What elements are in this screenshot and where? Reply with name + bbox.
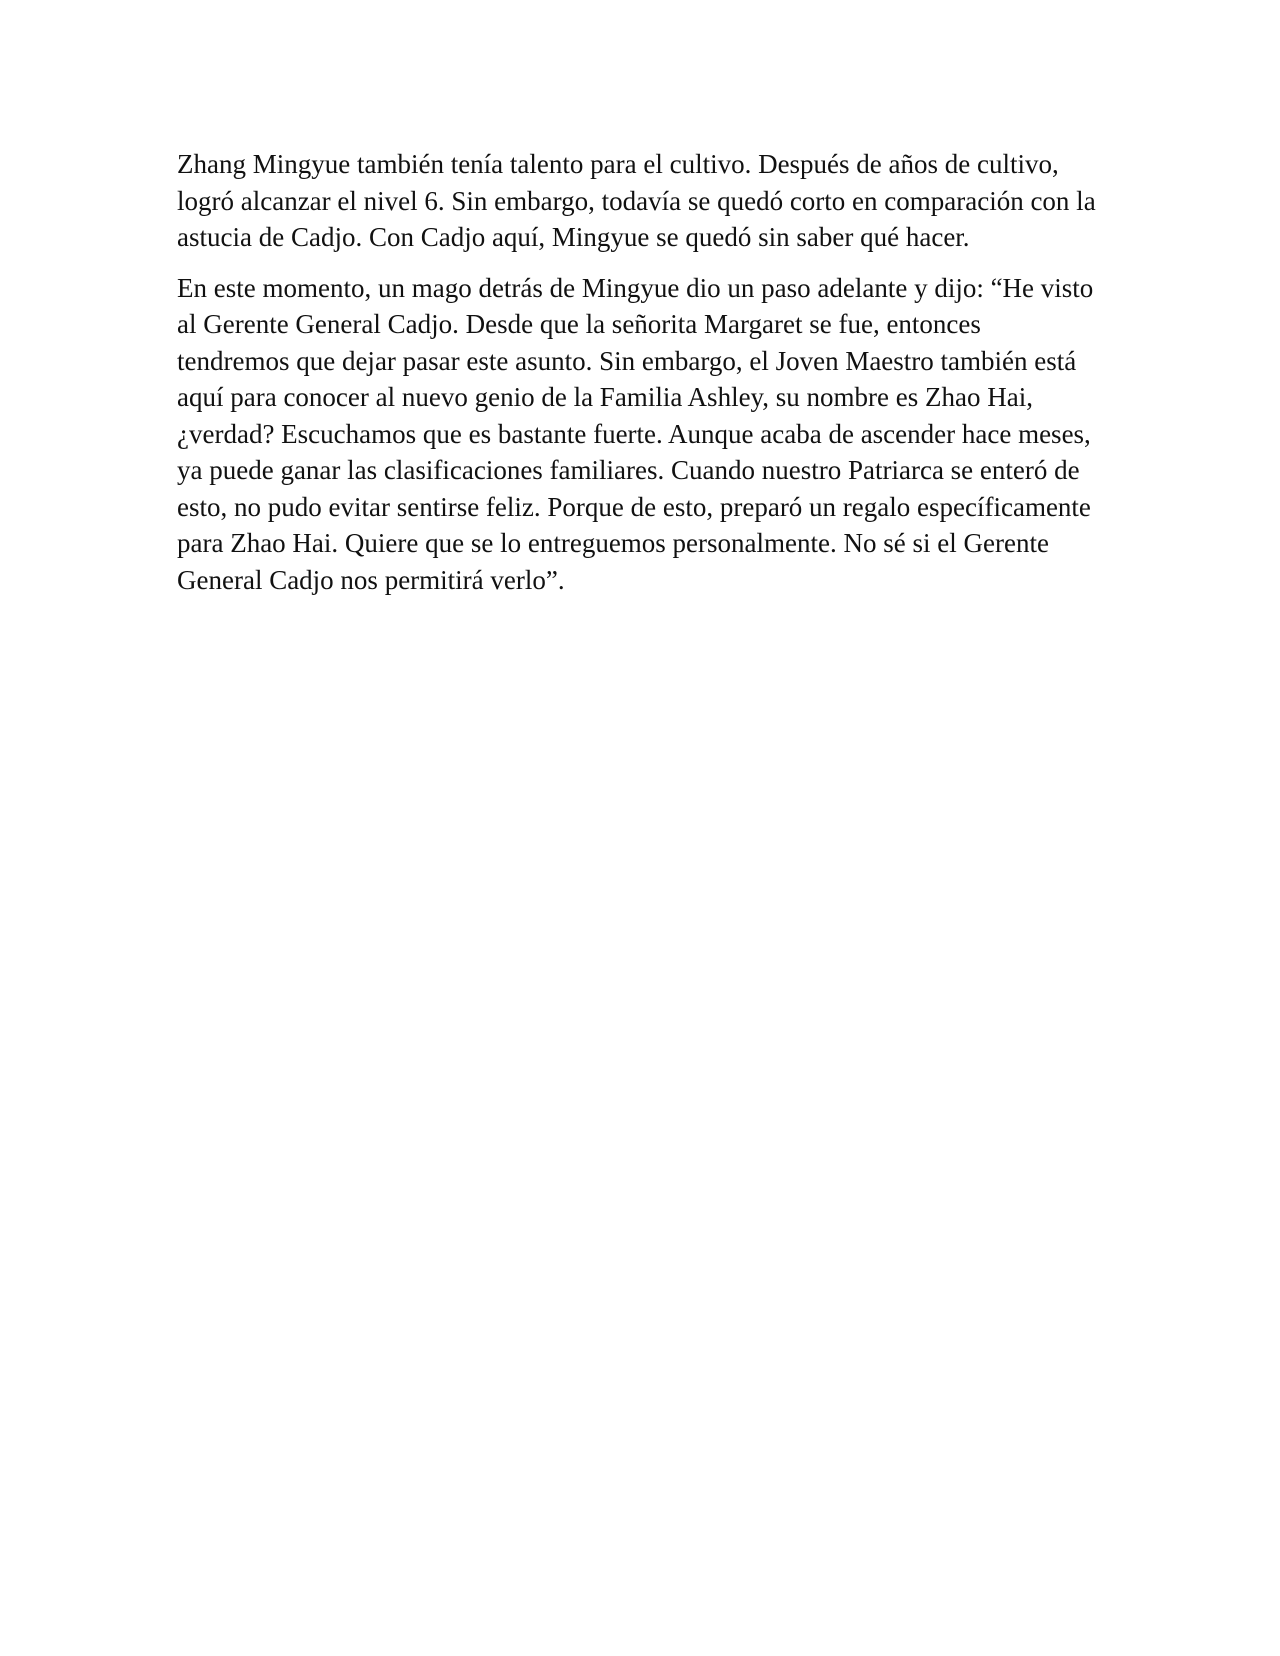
paragraph-2: En este momento, un mago detrás de Mingyue dio un paso adelante y dijo: “He visto al Gerente General Cadjo. Desde que la señorita Margaret se fue, entonces tendremos que dejar pasar este asunto. Sin embargo, el Joven Maestro también está aquí para conocer al nuevo genio de la Familia Ashley, su nombre es Zhao Hai, ¿verdad? Escuchamos que es bastante fuerte. Aunque acaba de ascender hace meses, ya puede ganar las clasificaciones familiares. Cuando nuestro Patriarca se enteró de esto, no pudo evitar sentirse feliz. Porque de esto, preparó un regalo específicamente para Zhao Hai. Quiere que se lo entreguemos personalmente. No sé si el Gerente General Cadjo nos permitirá verlo”. xyxy=(177,272,1094,595)
document-body xyxy=(177,146,1097,612)
paragraph-1: Zhang Mingyue también tenía talento para el cultivo. Después de años de cultivo, logró alcanzar el nivel 6. Sin embargo, todavía se quedó corto en comparación con la astucia de Cadjo. Con Cadjo aquí, Mingyue se quedó sin saber qué hacer. xyxy=(177,149,1096,252)
